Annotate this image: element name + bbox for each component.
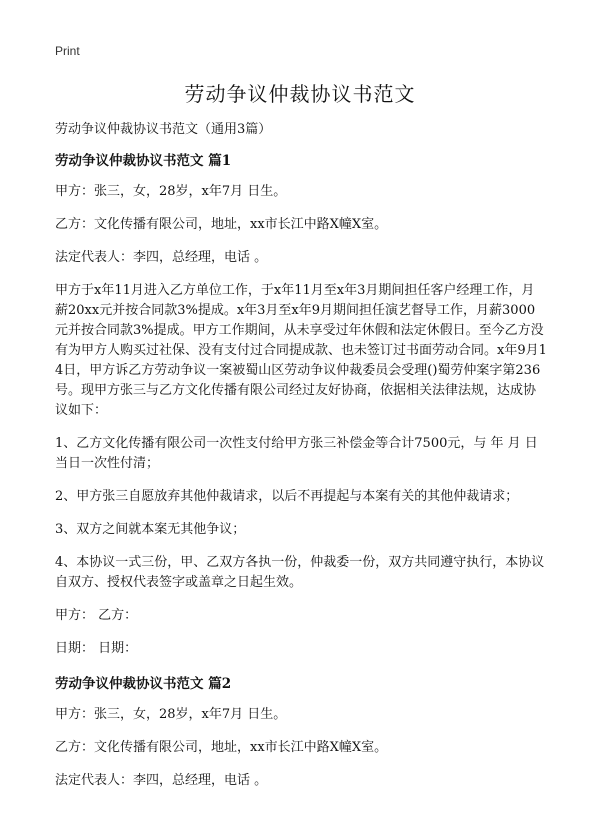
clause-1: 1、乙方文化传播有限公司一次性支付给甲方张三补偿金等合计7500元，与 年 月 日当日一次性付清； [55,436,538,471]
print-link[interactable]: Print [55,44,80,58]
document-subtitle: 劳动争议仲裁协议书范文（通用3篇） [55,122,272,137]
section-1 [55,151,547,659]
clause-4: 4、本协议一式三份，甲、乙双方各执一份，仲裁委一份，双方共同遵守执行，本协议自双方、授权代表签字或盖章之日起生效。 [55,555,545,590]
party-b-line: 乙方：文化传播有限公司，地址，xx市长江中路X幢X室。 [55,740,388,755]
body-paragraph: 甲方于x年11月进入乙方单位工作，于x年11月至x年3月期间担任客户经理工作，月薪20xx元并按合同款3%提成。x年3月至x年9月期间担任演艺督导工作，月薪3000元并按合同款3%提成。甲方工作期间，从未享受过年休假和法定休假日。至今乙方没有为甲方人购买过社保、没有支付过合同提成款、也未签订过书面劳动合同。x年9月14日，甲方诉乙方劳动争议一案被蜀山区劳动争议仲裁委员会受理()蜀劳仲案字第236号。现甲方张三与乙方文化传播有限公司经过友好协商，依据相关法律法规，达成协议如下： [55,283,547,418]
party-a-line: 甲方：张三，女，28岁，x年7月 日生。 [55,707,287,722]
signature-line: 甲方： 乙方： [55,608,138,623]
date-line: 日期： 日期： [55,641,138,656]
section-heading: 劳动争议仲裁协议书范文 篇1 [55,153,232,169]
document-body [55,120,547,804]
party-b-line: 乙方：文化传播有限公司，地址，xx市长江中路X幢X室。 [55,217,388,232]
section-heading: 劳动争议仲裁协议书范文 篇2 [55,676,232,692]
clause-2: 2、甲方张三自愿放弃其他仲裁请求，以后不再提起与本案有关的其他仲裁请求； [55,489,519,504]
section-2 [55,674,547,791]
clause-3: 3、双方之间就本案无其他争议； [55,522,246,537]
representative-line: 法定代表人：李四，总经理，电话 。 [55,250,268,265]
document-title: 劳动争议仲裁协议书范文 [184,82,416,106]
party-a-line: 甲方：张三，女，28岁，x年7月 日生。 [55,184,287,199]
representative-line: 法定代表人：李四，总经理，电话 。 [55,773,268,788]
